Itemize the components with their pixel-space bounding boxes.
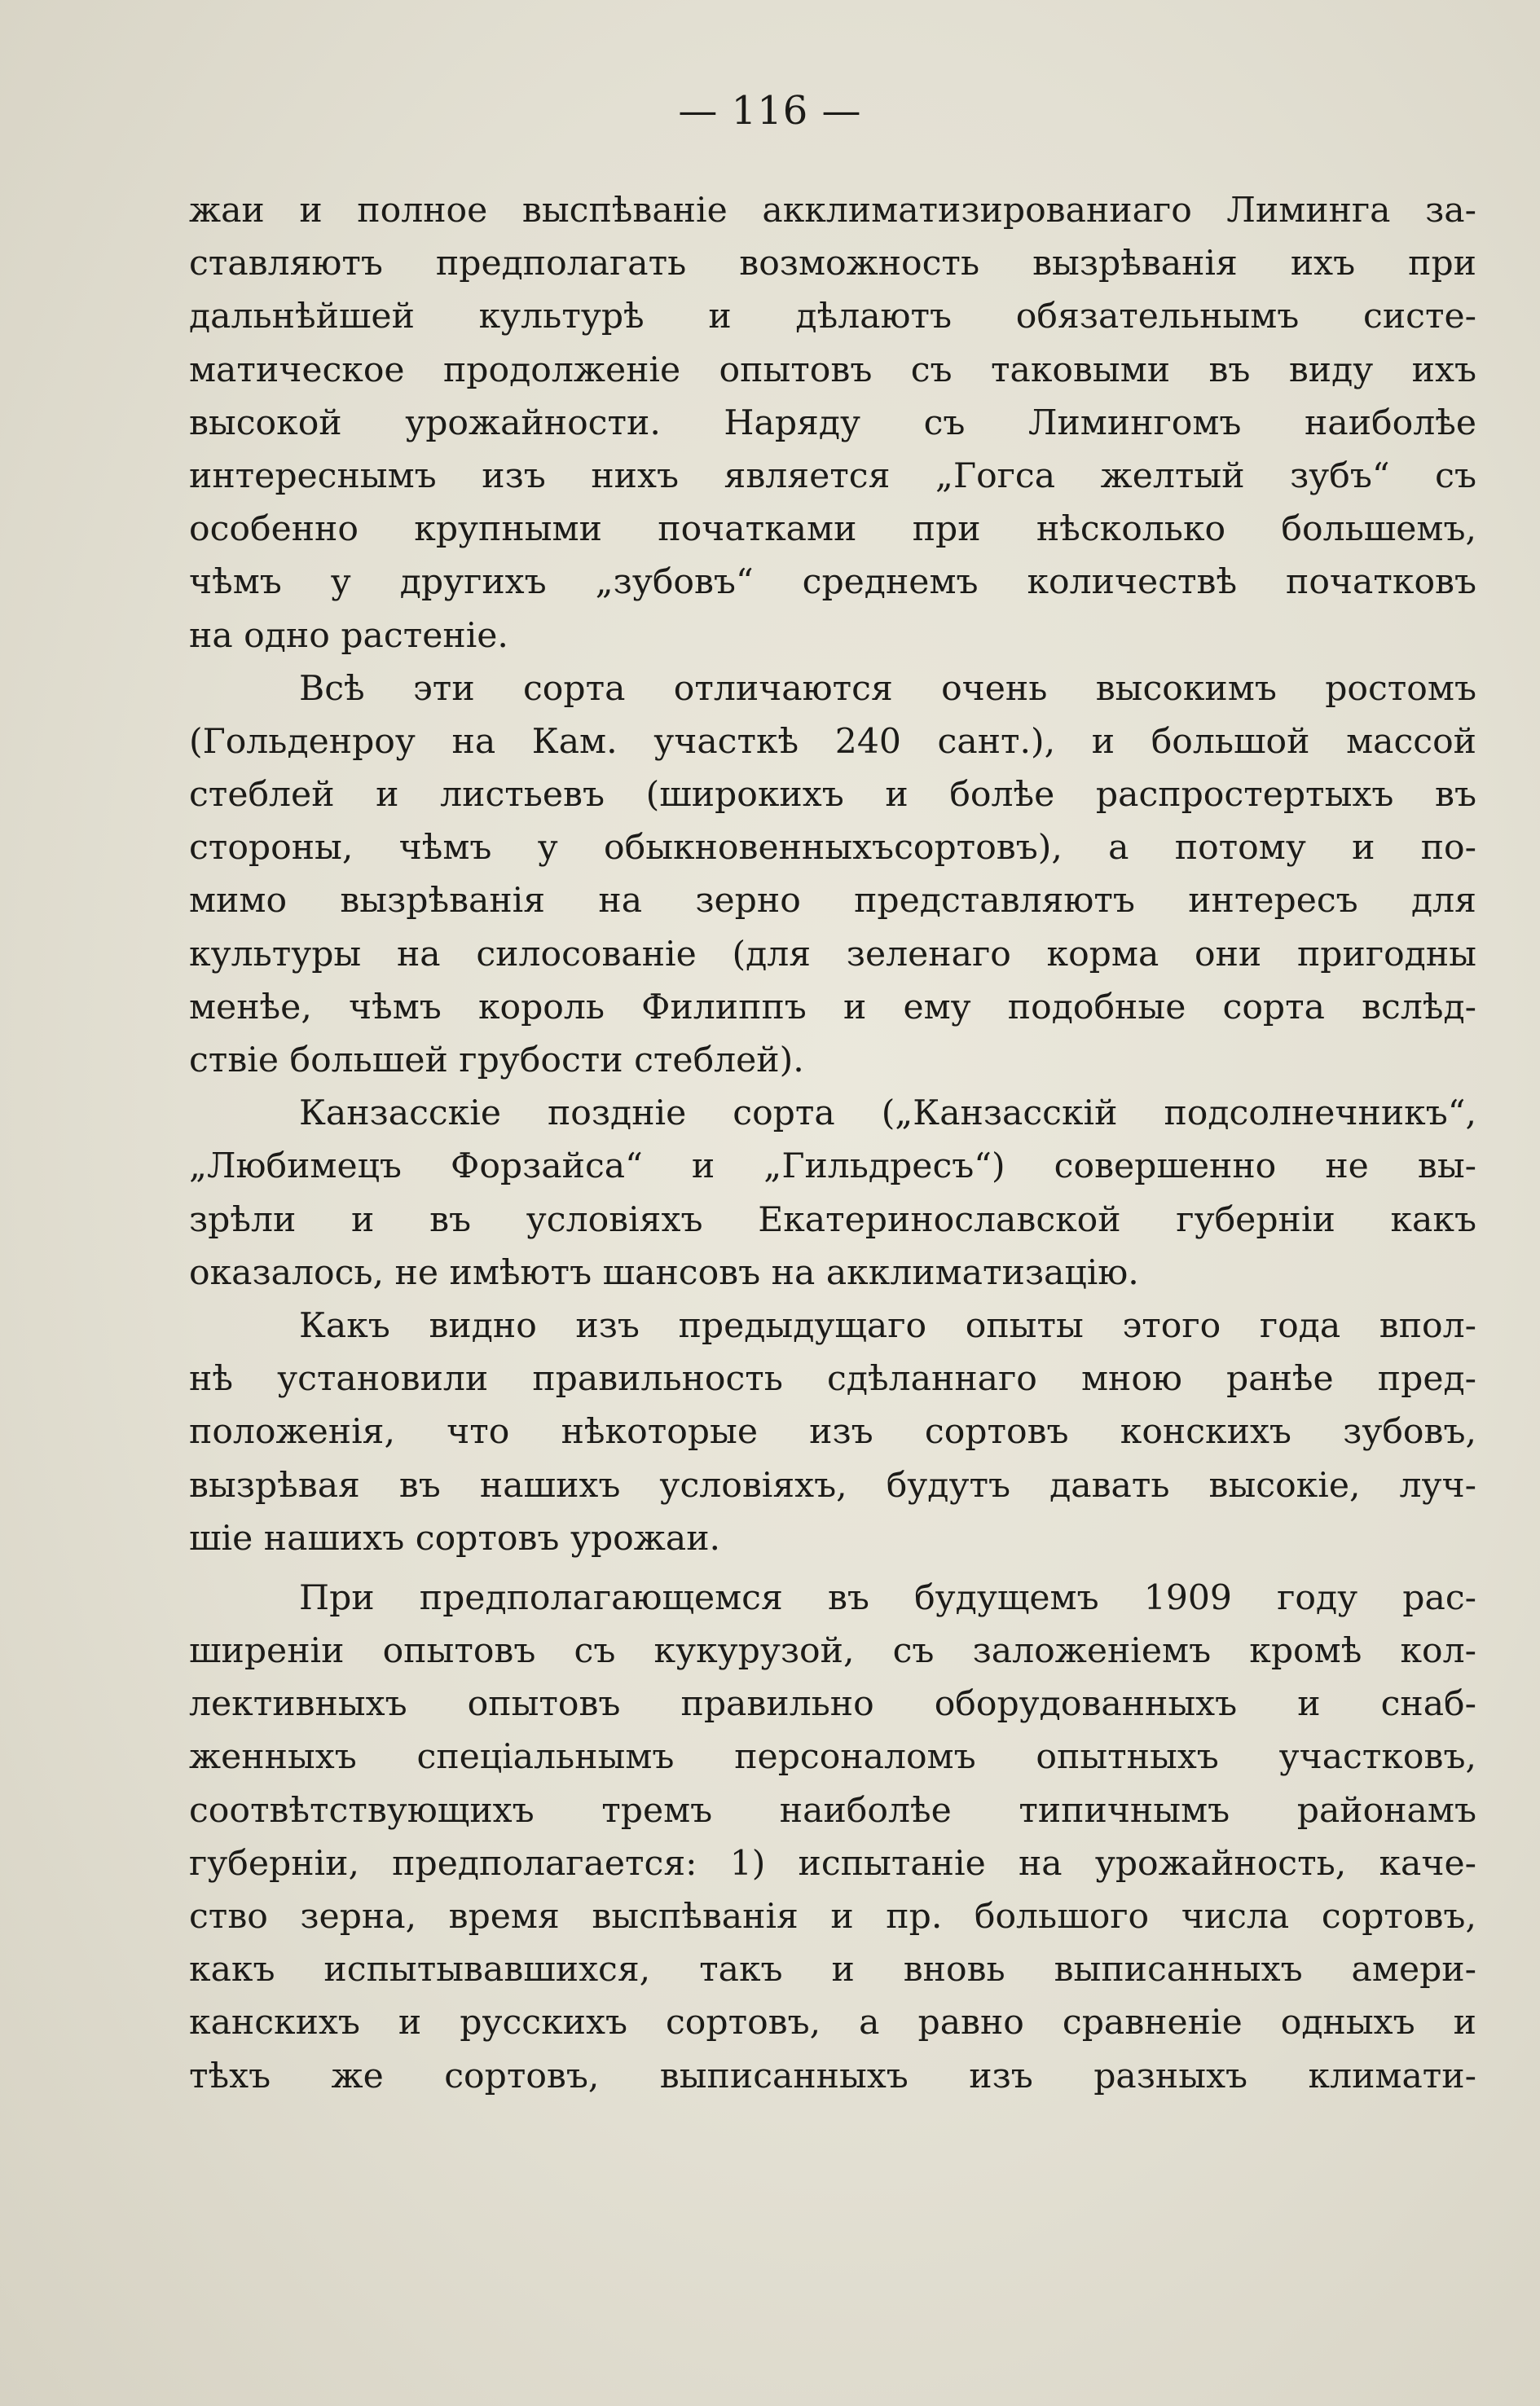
- text-line: положенія, что нѣкоторые изъ сортовъ конскихъ зубовъ,: [189, 1412, 1476, 1453]
- text-line: на одно растеніе.: [189, 615, 508, 656]
- text-line: лективныхъ опытовъ правильно оборудованныхъ и снаб-: [189, 1684, 1476, 1725]
- paragraph-start-line: При предполагающемся въ будущемъ 1909 году рас-: [299, 1577, 1476, 1618]
- text-line: „Любимецъ Форзайса“ и „Гильдресъ“) совершенно не вы-: [189, 1146, 1476, 1187]
- paragraph-start-line: Всѣ эти сорта отличаются очень высокимъ ростомъ: [299, 668, 1476, 709]
- text-line: ставляютъ предполагать возможность вызрѣванія ихъ при: [189, 244, 1476, 284]
- text-line: жаи и полное выспѣваніе акклиматизированиаго Лиминга за-: [189, 191, 1476, 231]
- text-line: соотвѣтствующихъ тремъ наиболѣе типичнымъ районамъ: [189, 1790, 1476, 1831]
- text-line: стороны, чѣмъ у обыкновенныхъсортовъ), а потому и по-: [189, 828, 1476, 869]
- text-line: зрѣли и въ условіяхъ Екатеринославской губерніи какъ: [189, 1199, 1476, 1240]
- paragraph-gap: [189, 1565, 1476, 1572]
- text-line: матическое продолженіе опытовъ съ таковыми въ виду ихъ: [189, 350, 1476, 390]
- text-line: мимо вызрѣванія на зерно представляютъ интересъ для: [189, 881, 1476, 921]
- text-line: ство зерна, время выспѣванія и пр. большого числа сортовъ,: [189, 1897, 1476, 1937]
- text-line: высокой урожайности. Наряду съ Лимингомъ наиболѣе: [189, 402, 1476, 443]
- text-line: тѣхъ же сортовъ, выписанныхъ изъ разныхъ климати-: [189, 2056, 1476, 2096]
- text-line: губерніи, предполагается: 1) испытаніе на урожайность, каче-: [189, 1843, 1476, 1884]
- text-line: чѣмъ у другихъ „зубовъ“ среднемъ количествѣ початковъ: [189, 562, 1476, 603]
- text-line: канскихъ и русскихъ сортовъ, а равно сравненіе одныхъ и: [189, 2003, 1476, 2043]
- text-line: менѣе, чѣмъ король Филиппъ и ему подобные сорта вслѣд-: [189, 987, 1476, 1027]
- text-line: стеблей и листьевъ (широкихъ и болѣе распростертыхъ въ: [189, 775, 1476, 816]
- text-line: интереснымъ изъ нихъ является „Гогса желтый зубъ“ съ: [189, 455, 1476, 496]
- text-line: дальнѣйшей культурѣ и дѣлаютъ обязательнымъ систе-: [189, 297, 1476, 337]
- text-line: нѣ установили правильность сдѣланнаго мною ранѣе пред-: [189, 1359, 1476, 1400]
- page-number: — 116 —: [678, 88, 862, 134]
- paragraph-start-line: Канзасскіе поздніе сорта („Канзасскій подсолнечникъ“,: [299, 1093, 1476, 1134]
- text-line: (Гольденроу на Кам. участкѣ 240 сант.), и большой массой: [189, 721, 1476, 762]
- paragraph-start-line: Какъ видно изъ предыдущаго опыты этого года впол-: [299, 1305, 1476, 1346]
- text-line: ширеніи опытовъ съ кукурузой, съ заложеніемъ кромѣ кол-: [189, 1631, 1476, 1672]
- text-line: ствіе большей грубости стеблей).: [189, 1040, 804, 1080]
- text-line: особенно крупными початками при нѣсколько большемъ,: [189, 509, 1476, 550]
- text-line: шіе нашихъ сортовъ урожаи.: [189, 1518, 721, 1559]
- text-line: вызрѣвая въ нашихъ условіяхъ, будутъ давать высокіе, луч-: [189, 1465, 1476, 1506]
- text-line: культуры на силосованіе (для зеленаго корма они пригодны: [189, 934, 1476, 974]
- text-line: оказалось, не имѣютъ шансовъ на акклиматизацію.: [189, 1252, 1139, 1293]
- text-line: какъ испытывавшихся, такъ и вновь выписанныхъ амери-: [189, 1950, 1476, 1990]
- body-text: [189, 184, 1476, 2103]
- text-line: женныхъ спеціальнымъ персоналомъ опытныхъ участковъ,: [189, 1737, 1476, 1778]
